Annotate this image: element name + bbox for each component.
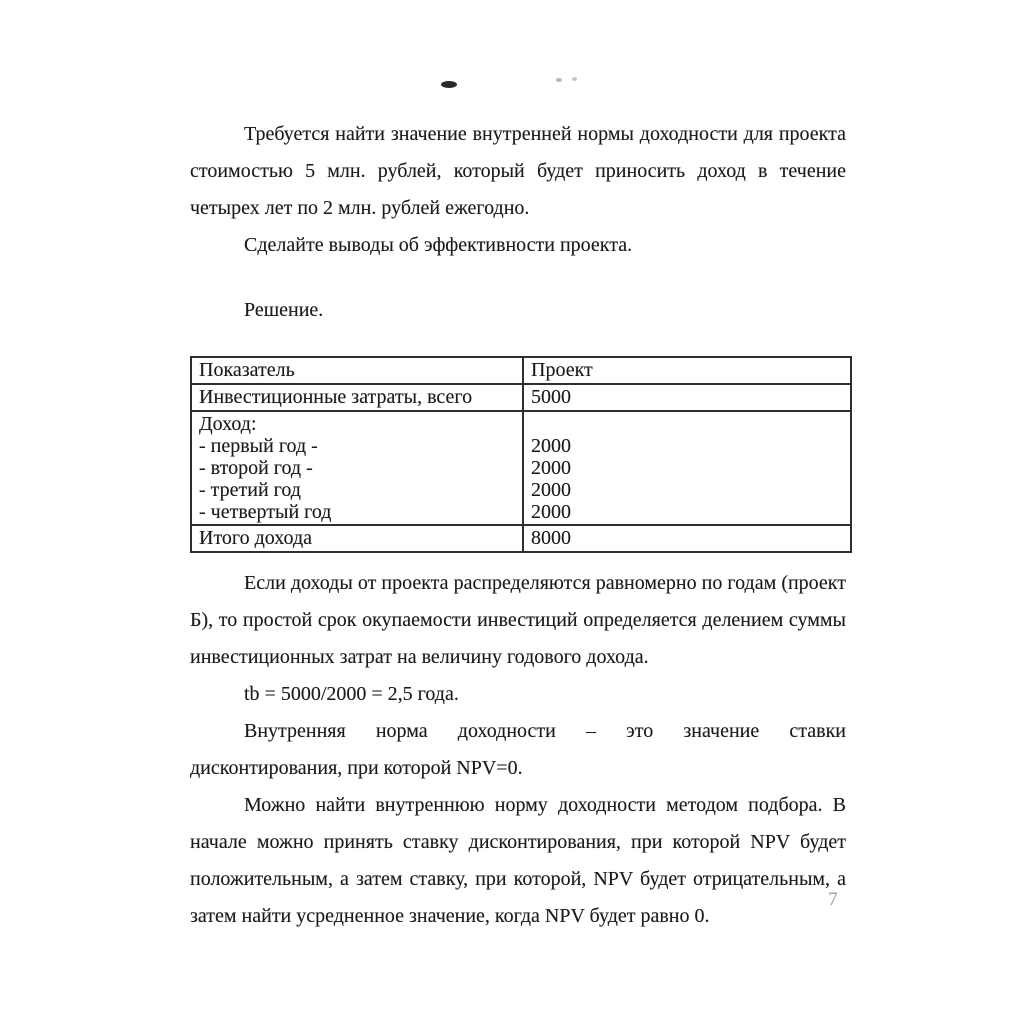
paragraph-conclusion-request: Сделайте выводы об эффективности проекта.	[244, 234, 633, 256]
paragraph-payback-formula: tb = 5000/2000 = 2,5 года.	[244, 683, 459, 705]
scan-artifact-dot	[556, 78, 562, 82]
table-header-row	[191, 357, 851, 384]
project-cashflow-table	[190, 356, 852, 553]
solution-heading: Решение.	[244, 299, 324, 321]
income-label-line: Доход:	[199, 413, 257, 435]
income-value-line: 2000	[531, 457, 571, 479]
table-row-total	[191, 525, 851, 552]
paragraph-task: Требуется найти значение внутренней нормы доходности для проекта стоимостью 5 млн. рублей, который будет приносить доход в течение четырех лет по 2 млн. рублей ежегодно.	[190, 123, 846, 219]
table-cell-income-labels	[191, 411, 523, 525]
income-value-line: 2000	[531, 501, 571, 523]
income-label-line: - второй год -	[199, 457, 313, 479]
table-header-indicator: Показатель	[191, 357, 523, 384]
table-cell-total-label: Итого дохода	[191, 525, 523, 552]
income-label-line: - третий год	[199, 479, 301, 501]
income-label-line: - четвертый год	[199, 501, 332, 523]
income-value-line: 2000	[531, 435, 571, 457]
income-value-line	[531, 413, 843, 435]
scan-artifact-dot	[572, 77, 577, 81]
page-number: 7	[828, 889, 838, 910]
table-cell-income-values	[523, 411, 851, 525]
paragraph-payback-explain: Если доходы от проекта распределяются равномерно по годам (проект Б), то простой срок окупаемости инвестиций определяется делением суммы инвестиционных затрат на величину годового дохода.	[190, 572, 846, 668]
table-cell-investment-value: 5000	[523, 384, 851, 411]
table-row-income	[191, 411, 851, 525]
table-header-project: Проект	[523, 357, 851, 384]
income-label-line: - первый год -	[199, 435, 318, 457]
paragraph-irr-method: Можно найти внутреннюю норму доходности методом подбора. В начале можно принять ставку дисконтирования, при которой NPV будет положительным, а затем ставку, при которой, NPV будет отрицательным, а затем найти усредненное значение, когда NPV будет равно 0.	[190, 794, 846, 927]
bottom-text-block	[190, 565, 846, 935]
table-cell-investment-label: Инвестиционные затраты, всего	[191, 384, 523, 411]
income-value-line: 2000	[531, 479, 571, 501]
table-row-investment	[191, 384, 851, 411]
top-text-block	[190, 116, 846, 329]
table-cell-total-value: 8000	[523, 525, 851, 552]
paragraph-irr-definition: Внутренняя норма доходности – это значение ставки дисконтирования, при которой NPV=0.	[190, 720, 846, 779]
scan-artifact-blob	[441, 81, 457, 88]
